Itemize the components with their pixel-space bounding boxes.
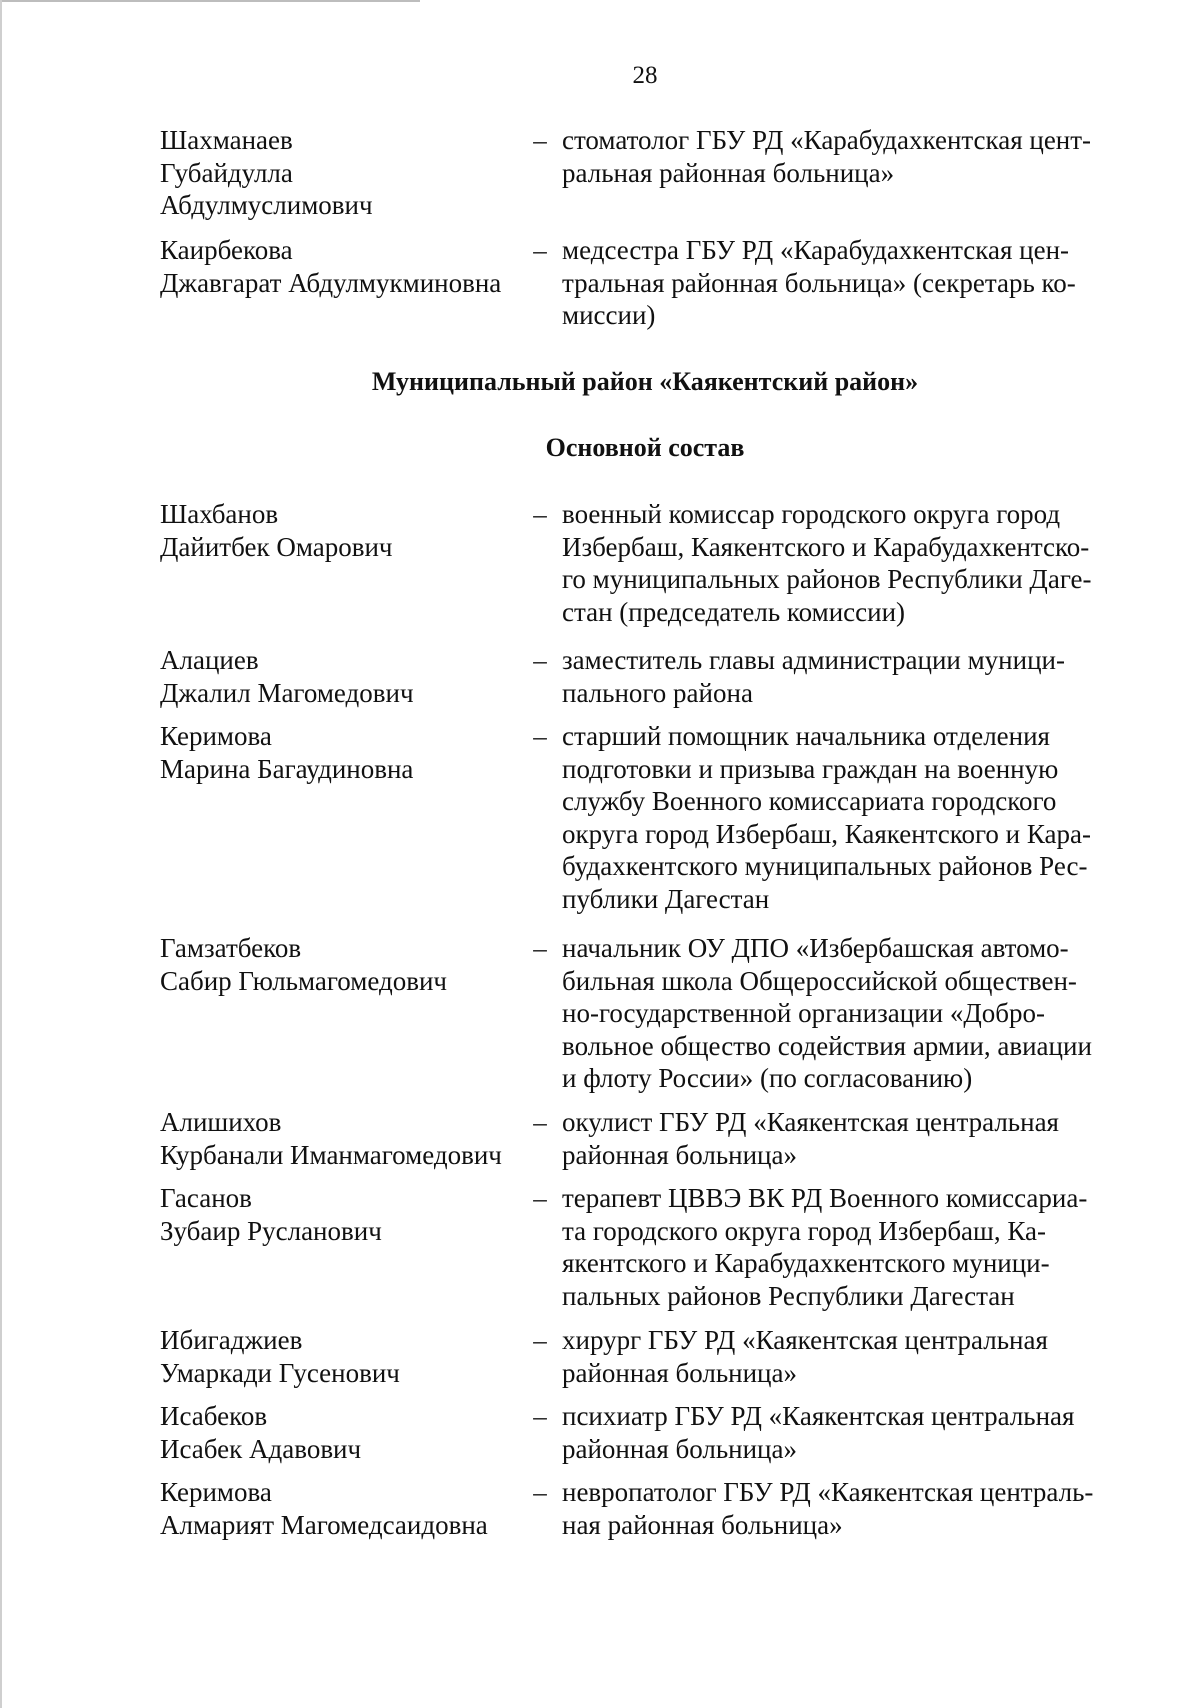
member-position: психиатр ГБУ РД «Каякентская центральная районная больница» bbox=[562, 1401, 1075, 1464]
entry-dash: – bbox=[533, 645, 547, 675]
member-name: Керимова Марина Багаудиновна bbox=[160, 721, 414, 784]
member-name: Шахманаев Губайдулла Абдулмуслимович bbox=[160, 125, 373, 220]
member-position: начальник ОУ ДПО «Избербашская автомо- бильная школа Общероссийской обществен- но-государственной организации «Добро- вольное общество содействия армии, авиации и флоту России» (по согласованию) bbox=[562, 933, 1092, 1093]
member-name: Гамзатбеков Сабир Гюльмагомедович bbox=[160, 933, 447, 996]
member-position: невропатолог ГБУ РД «Каякентская централь- ная районная больница» bbox=[562, 1477, 1094, 1540]
member-name: Шахбанов Дайитбек Омарович bbox=[160, 499, 393, 562]
entry-dash: – bbox=[533, 721, 547, 751]
entry-dash: – bbox=[533, 1183, 547, 1213]
member-name: Алишихов Курбанали Иманмагомедович bbox=[160, 1107, 502, 1170]
member-position: заместитель главы администрации муници- пального района bbox=[562, 645, 1065, 708]
section-subtitle: Основной состав bbox=[545, 433, 745, 462]
entry-dash: – bbox=[533, 1477, 547, 1507]
member-position: хирург ГБУ РД «Каякентская центральная районная больница» bbox=[562, 1325, 1048, 1388]
member-position: терапевт ЦВВЭ ВК РД Военного комиссариа- та городского округа город Избербаш, Ка- якентского и Карабудахкентского муници- пальных районов Республики Дагестан bbox=[562, 1183, 1088, 1311]
member-position: медсестра ГБУ РД «Карабудахкентская цен- тральная районная больница» (секретарь ко- миссии) bbox=[562, 235, 1076, 330]
member-name: Гасанов Зубаир Русланович bbox=[160, 1183, 382, 1246]
member-name: Ибигаджиев Умаркади Гусенович bbox=[160, 1325, 400, 1388]
member-name: Керимова Алмарият Магомедсаидовна bbox=[160, 1477, 488, 1540]
member-name: Исабеков Исабек Адавович bbox=[160, 1401, 362, 1464]
entry-dash: – bbox=[533, 235, 547, 265]
entry-dash: – bbox=[533, 933, 547, 963]
section-title: Муниципальный район «Каякентский район» bbox=[371, 367, 919, 396]
scan-left-edge bbox=[0, 0, 2, 1708]
page-number: 28 bbox=[632, 62, 658, 89]
member-name: Каирбекова Джавгарат Абдулмукминовна bbox=[160, 235, 502, 298]
member-position: окулист ГБУ РД «Каякентская центральная районная больница» bbox=[562, 1107, 1059, 1170]
scan-top-rule bbox=[0, 0, 420, 2]
member-position: стоматолог ГБУ РД «Карабудахкентская цент- ральная районная больница» bbox=[562, 125, 1092, 188]
member-name: Алациев Джалил Магомедович bbox=[160, 645, 414, 708]
entry-dash: – bbox=[533, 499, 547, 529]
member-position: старший помощник начальника отделения подготовки и призыва граждан на военную службу Военного комиссариата городского округа город Избербаш, Каякентского и Кара- будахкентского муниципальных районов Рес- публики Дагестан bbox=[562, 721, 1091, 914]
entry-dash: – bbox=[533, 125, 547, 155]
entry-dash: – bbox=[533, 1401, 547, 1431]
entry-dash: – bbox=[533, 1107, 547, 1137]
entry-dash: – bbox=[533, 1325, 547, 1355]
member-position: военный комиссар городского округа город Избербаш, Каякентского и Карабудахкентско- го муниципальных районов Республики Даге- стан (председатель комиссии) bbox=[562, 499, 1092, 627]
